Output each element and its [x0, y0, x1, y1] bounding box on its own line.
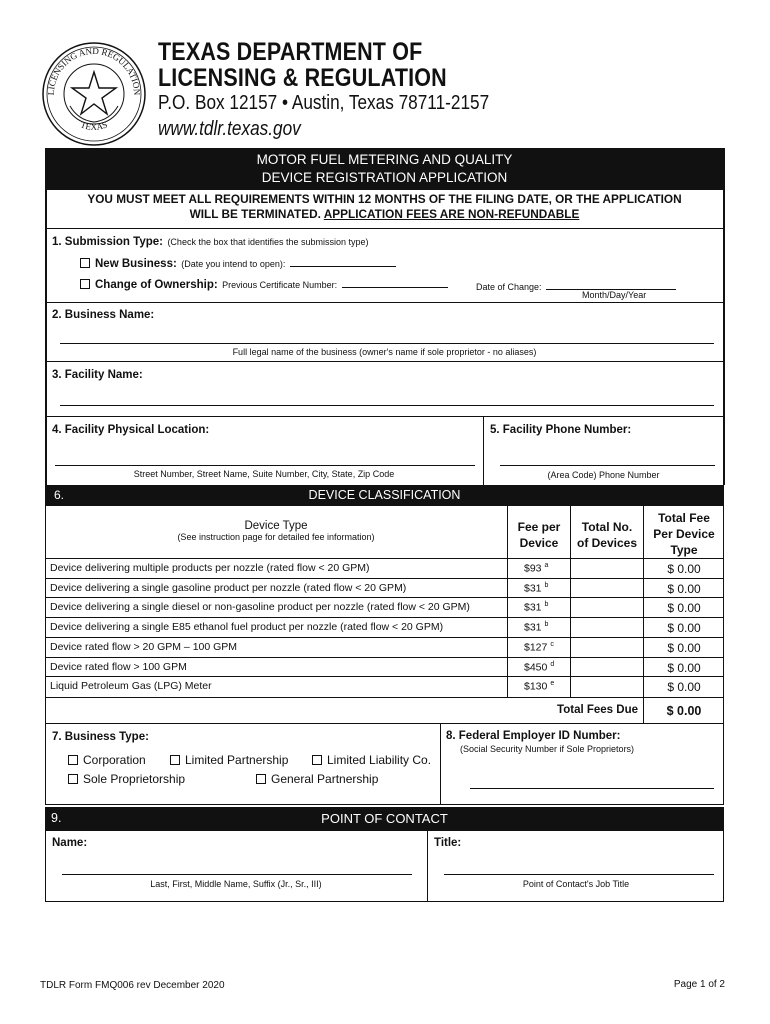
agency-name-line2: LICENSING & REGULATION [158, 64, 447, 92]
section9-frame [45, 831, 724, 902]
total-fee-cell: $ 0.00 [667, 660, 701, 675]
form-title-line2: DEVICE REGISTRATION APPLICATION [261, 170, 508, 185]
device-count-field[interactable] [572, 619, 642, 635]
contact-name-caption: Last, First, Middle Name, Suffix (Jr., Sr., III) [150, 879, 322, 889]
fee-value: $450 [524, 661, 548, 673]
page-number: Page 1 of 2 [673, 979, 725, 990]
fee-value: $130 [524, 680, 548, 693]
total-fee-cell: $ 0.00 [667, 601, 701, 616]
limited-partnership-label: Limited Partnership [185, 753, 289, 767]
new-business-checkbox[interactable] [80, 258, 90, 268]
new-business-hint: (Date you intend to open): [181, 259, 286, 269]
table-row-divider [45, 597, 724, 598]
date-change-label: Date of Change: [476, 282, 542, 292]
seal-bottom-text: TEXAS [79, 119, 109, 132]
device-type-cell: Device delivering multiple products per nozzle (rated flow < 20 GPM) [50, 562, 370, 574]
section9-number: 9. [51, 811, 62, 825]
total-no-line2: of Devices [576, 536, 638, 550]
divider [45, 361, 724, 362]
device-count-field[interactable] [572, 580, 642, 596]
agency-address: P.O. Box 12157 • Austin, Texas 78711-2157 [158, 92, 490, 114]
device-type-cell: Device rated flow > 100 GPM [50, 660, 187, 673]
contact-title-caption: Point of Contact's Job Title [522, 879, 630, 889]
facility-location-field[interactable] [55, 465, 475, 466]
fee-header-line2: Device [519, 536, 559, 550]
opt-corporation[interactable] [68, 753, 146, 767]
contact-name-label: Name: [52, 837, 88, 849]
table-row-divider [45, 637, 724, 638]
fee-cell [524, 661, 554, 674]
fee-footnote-marker: b [544, 581, 549, 589]
divider [45, 228, 724, 229]
total-fee-cell: $ 0.00 [667, 562, 701, 576]
section6-number: 6. [54, 488, 65, 502]
contact-title-field[interactable] [444, 874, 714, 875]
svg-text:TEXAS [79, 119, 109, 132]
llc-checkbox[interactable] [312, 755, 322, 765]
fee-cell [524, 621, 548, 634]
section6-bar [45, 485, 724, 506]
section8-label: 8. Federal Employer ID Number: [446, 730, 621, 742]
device-count-field[interactable] [572, 678, 642, 694]
table-row-divider [45, 558, 724, 559]
device-type-header [45, 520, 507, 542]
device-count-field[interactable] [572, 599, 642, 615]
fee-value: $93 [524, 562, 542, 575]
contact-name-field[interactable] [62, 874, 412, 875]
total-fee-cell: $ 0.00 [667, 640, 701, 655]
section1-header [52, 232, 369, 250]
business-name-caption: Full legal name of the business (owner's name if sole proprietor - no aliases) [232, 347, 537, 357]
warning-line1: YOU MUST MEET ALL REQUIREMENTS WITHIN 12 MONTHS OF THE FILING DATE, OR THE APPLICATION [87, 192, 682, 206]
device-type-heading: Device Type [244, 520, 308, 532]
contact-title-label: Title: [434, 837, 462, 849]
opt-llc[interactable] [312, 753, 431, 767]
fee-cell [524, 562, 548, 575]
section9-title: POINT OF CONTACT [321, 811, 448, 826]
sole-proprietorship-checkbox[interactable] [68, 774, 78, 784]
device-count-field[interactable] [572, 659, 642, 675]
fee-value: $31 [524, 621, 542, 634]
prev-cert-label: Previous Certificate Number: [222, 280, 338, 290]
general-partnership-label: General Partnership [271, 772, 379, 786]
section1-label: 1. Submission Type: [52, 236, 163, 248]
open-date-field[interactable] [290, 256, 396, 267]
device-type-cell: Device delivering a single gasoline product per nozzle (rated flow < 20 GPM) [50, 581, 407, 594]
total-fee-line2: Per Device [653, 527, 715, 541]
fee-cell [524, 680, 554, 693]
warning-line2b: APPLICATION FEES ARE NON-REFUNDABLE [323, 207, 580, 221]
device-count-field[interactable] [572, 560, 642, 576]
section2-label: 2. Business Name: [52, 309, 155, 321]
device-type-hint: (See instruction page for detailed fee information) [177, 532, 375, 542]
seal-top-text: LICENSING AND REGULATION [45, 45, 143, 96]
device-type-cell: Device rated flow > 20 GPM – 100 GPM [50, 640, 238, 653]
fee-footnote-marker: b [544, 601, 549, 609]
col-divider [570, 506, 571, 697]
facility-phone-field[interactable] [500, 465, 715, 466]
divider-vertical [440, 724, 441, 805]
divider [45, 697, 724, 698]
fee-value: $31 [524, 582, 542, 595]
fee-footnote-marker: c [550, 640, 554, 648]
llc-label: Limited Liability Co. [327, 753, 432, 767]
fein-field[interactable] [470, 788, 714, 789]
warning-line2a: WILL BE TERMINATED. [189, 207, 324, 221]
table-row-divider [45, 617, 724, 618]
table-row-divider [45, 578, 724, 579]
total-fee-header [644, 510, 724, 558]
form-title-bar [45, 148, 724, 190]
section6-title: DEVICE CLASSIFICATION [308, 488, 461, 502]
sole-proprietorship-label: Sole Proprietorship [83, 772, 186, 786]
device-type-cell: Liquid Petroleum Gas (LPG) Meter [50, 680, 212, 693]
new-business-label: New Business: [95, 258, 177, 270]
tdlr-seal-logo [40, 40, 148, 148]
change-ownership-label: Change of Ownership: [95, 279, 218, 291]
fee-cell [524, 601, 548, 614]
section4-label: 4. Facility Physical Location: [52, 424, 210, 436]
agency-name-line1: TEXAS DEPARTMENT OF [158, 38, 423, 66]
col-divider [507, 506, 508, 697]
facility-name-field[interactable] [60, 405, 714, 406]
agency-website[interactable]: www.tdlr.texas.gov [158, 118, 301, 140]
opt-limited-partnership[interactable] [170, 753, 288, 767]
table-row-divider [45, 657, 724, 658]
date-format-caption: Month/Day/Year [582, 290, 647, 300]
corporation-label: Corporation [83, 753, 146, 767]
divider [45, 416, 724, 417]
total-fee-line1: Total Fee [658, 511, 710, 525]
opt-sole-proprietorship[interactable] [68, 772, 185, 786]
divider [45, 302, 724, 303]
fee-value: $127 [524, 641, 548, 654]
opt-general-partnership[interactable] [256, 772, 378, 786]
fee-footnote-marker: a [544, 562, 549, 569]
device-type-cell: Device delivering a single E85 ethanol fuel product per nozzle (rated flow < 20 GPM) [50, 621, 444, 634]
fee-footnote-marker: e [550, 680, 555, 688]
total-no-header [571, 519, 643, 551]
fee-cell [524, 641, 554, 654]
facility-location-caption: Street Number, Street Name, Suite Number, City, State, Zip Code [133, 469, 395, 479]
device-type-cell: Device delivering a single diesel or non-gasoline product per nozzle (rated flow < 20 GPM) [50, 601, 470, 614]
total-fee-cell: $ 0.00 [667, 680, 701, 695]
total-fees-value: $ 0.00 [666, 704, 702, 718]
form-id: TDLR Form FMQ006 rev December 2020 [40, 980, 225, 991]
section1-hint: (Check the box that identifies the submission type) [167, 237, 369, 247]
fee-value: $31 [524, 601, 542, 614]
business-name-field[interactable] [60, 343, 714, 344]
change-ownership-checkbox[interactable] [80, 279, 90, 289]
section7-label: 7. Business Type: [52, 731, 149, 743]
form-title-line1: MOTOR FUEL METERING AND QUALITY [256, 152, 513, 167]
section3-label: 3. Facility Name: [52, 369, 143, 381]
warning-notice [45, 192, 724, 222]
change-ownership-row [80, 275, 448, 293]
total-no-line1: Total No. [581, 520, 633, 534]
section9-bar [45, 807, 724, 831]
fee-footnote-marker: b [544, 621, 549, 629]
corporation-checkbox[interactable] [68, 755, 78, 765]
total-fee-cell: $ 0.00 [667, 581, 701, 596]
total-fee-cell: $ 0.00 [667, 621, 701, 636]
fee-per-device-header [508, 519, 570, 551]
device-count-field[interactable] [572, 639, 642, 655]
general-partnership-checkbox[interactable] [256, 774, 266, 784]
prev-cert-field[interactable] [342, 277, 448, 288]
section5-label: 5. Facility Phone Number: [490, 424, 632, 436]
fee-cell [524, 582, 548, 595]
limited-partnership-checkbox[interactable] [170, 755, 180, 765]
section8-hint: (Social Security Number if Sole Proprietors) [460, 744, 635, 754]
new-business-row [80, 254, 396, 272]
total-fees-label: Total Fees Due [557, 704, 638, 716]
table-row-divider [45, 676, 724, 677]
fee-footnote-marker: d [550, 660, 555, 668]
divider-vertical [427, 831, 428, 902]
fee-header-line1: Fee per [517, 520, 561, 534]
total-fee-line3: Type [670, 543, 698, 557]
facility-phone-caption: (Area Code) Phone Number [547, 470, 660, 480]
date-change-field[interactable] [546, 280, 676, 290]
